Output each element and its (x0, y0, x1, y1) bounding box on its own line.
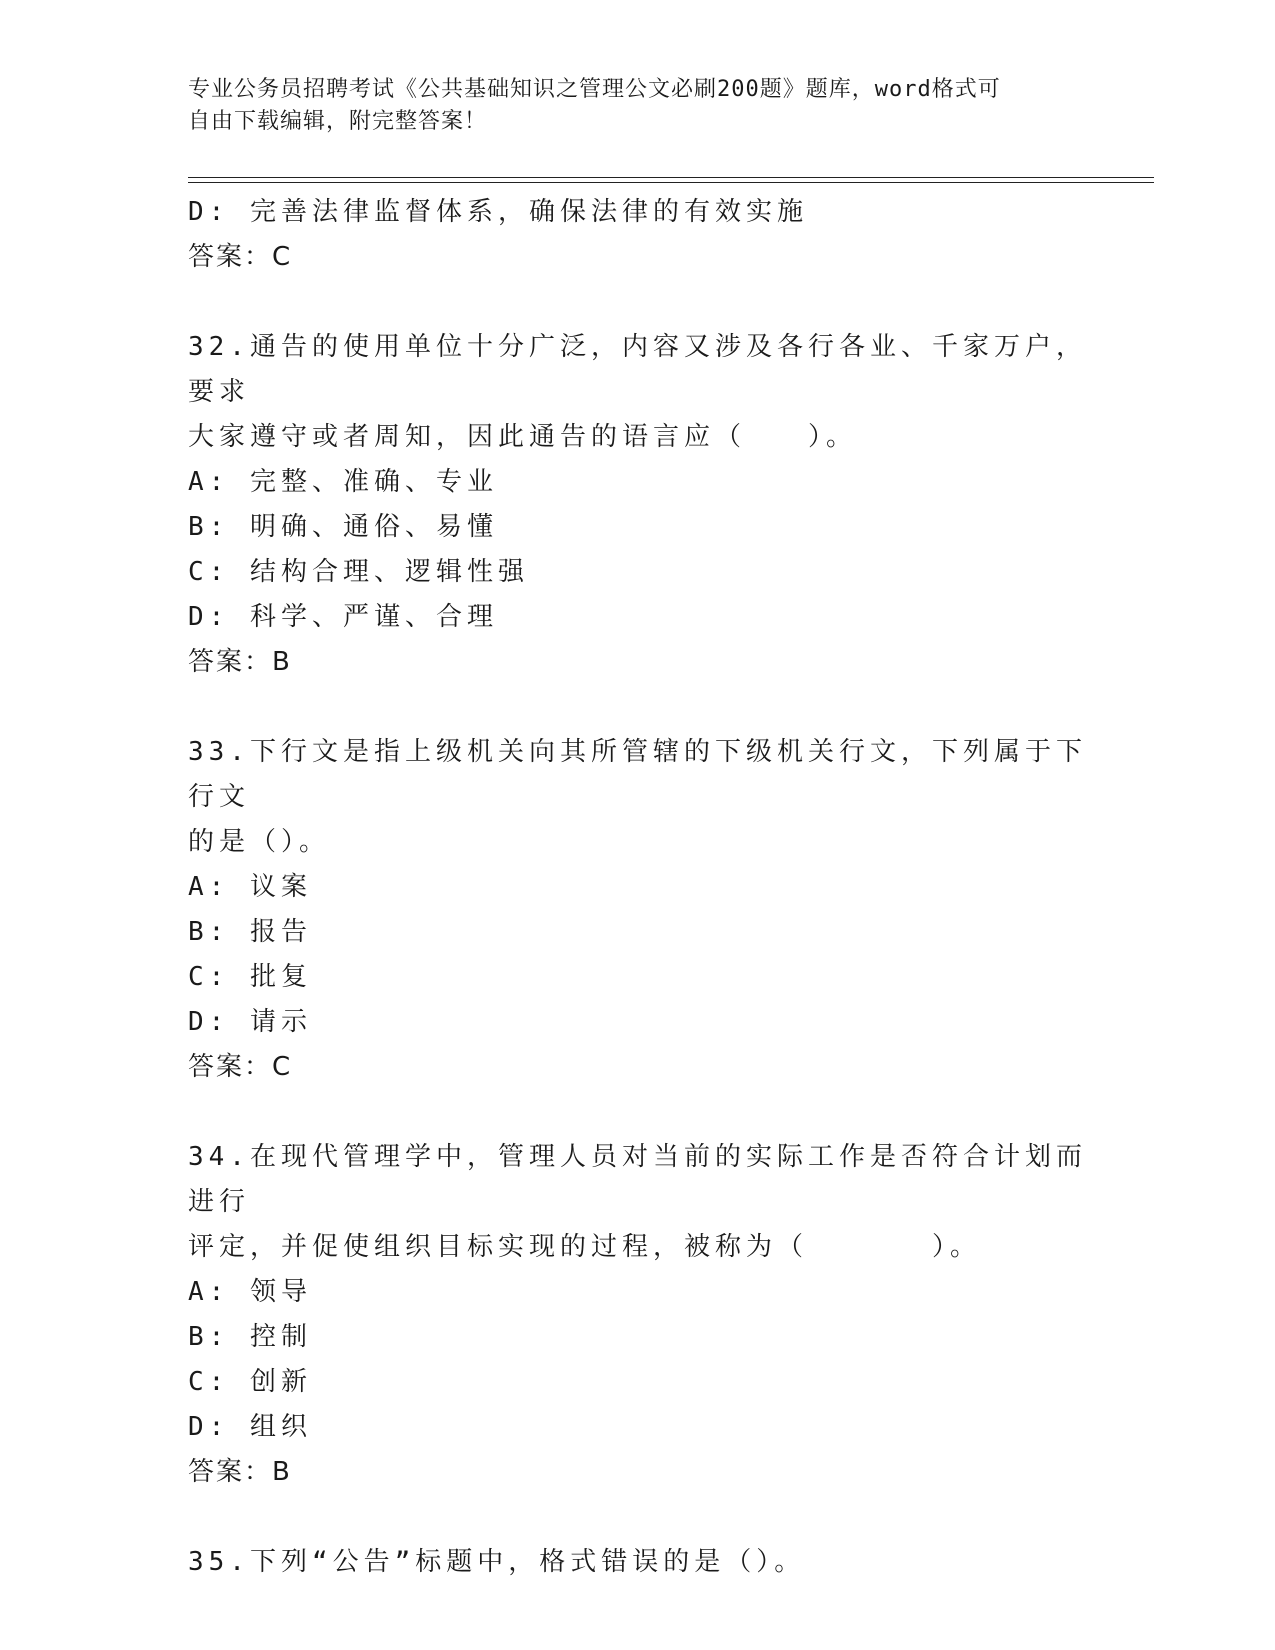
option-d: D: 组织 (188, 1412, 312, 1442)
option-d: D: 科学、严谨、合理 (188, 602, 498, 632)
option-a: A: 议案 (188, 872, 312, 902)
answer-line: 答案：B (188, 1457, 292, 1487)
spacer (188, 1090, 1088, 1135)
option-d: D: 完善法律监督体系，确保法律的有效实施 (188, 197, 808, 227)
question-list (188, 190, 1088, 1585)
option-a: A: 领导 (188, 1277, 312, 1307)
answer-line: 答案：C (188, 242, 293, 272)
question-stem-line-2: 的是（）。 (188, 827, 331, 857)
question-stem-line-1: 34.在现代管理学中，管理人员对当前的实际工作是否符合计划而进行 (188, 1142, 1087, 1217)
header-divider-bottom (188, 182, 1154, 183)
question-33 (188, 730, 1088, 1090)
question-stem-line-2: 评定，并促使组织目标实现的过程，被称为（ ）。 (188, 1232, 982, 1262)
header-line-2: 自由下载编辑，附完整答案！ (188, 109, 488, 134)
option-c: C: 结构合理、逻辑性强 (188, 557, 529, 587)
question-stem-line-1: 33.下行文是指上级机关向其所管辖的下级机关行文，下列属于下行文 (188, 737, 1087, 812)
answer-line: 答案：C (188, 1052, 293, 1082)
option-c: C: 创新 (188, 1367, 312, 1397)
question-stem-line-1: 35.下列“公告”标题中，格式错误的是（）。 (188, 1547, 806, 1577)
option-b: B: 报告 (188, 917, 312, 947)
spacer (188, 280, 1088, 325)
question-35 (188, 1540, 1088, 1585)
page-header (188, 74, 1068, 138)
option-a: A: 完整、准确、专业 (188, 467, 498, 497)
question-32 (188, 325, 1088, 685)
option-b: B: 明确、通俗、易懂 (188, 512, 498, 542)
prev-question-tail (188, 190, 1088, 280)
option-c: C: 批复 (188, 962, 312, 992)
header-divider-top (188, 177, 1154, 178)
option-b: B: 控制 (188, 1322, 312, 1352)
header-line-1: 专业公务员招聘考试《公共基础知识之管理公文必刷200题》题库，word格式可 (188, 77, 1001, 102)
answer-line: 答案：B (188, 647, 292, 677)
question-34 (188, 1135, 1088, 1495)
option-d: D: 请示 (188, 1007, 312, 1037)
question-stem-line-2: 大家遵守或者周知，因此通告的语言应（ ）。 (188, 422, 858, 452)
spacer (188, 685, 1088, 730)
question-stem-line-1: 32.通告的使用单位十分广泛，内容又涉及各行各业、千家万户，要求 (188, 332, 1087, 407)
spacer (188, 1495, 1088, 1540)
